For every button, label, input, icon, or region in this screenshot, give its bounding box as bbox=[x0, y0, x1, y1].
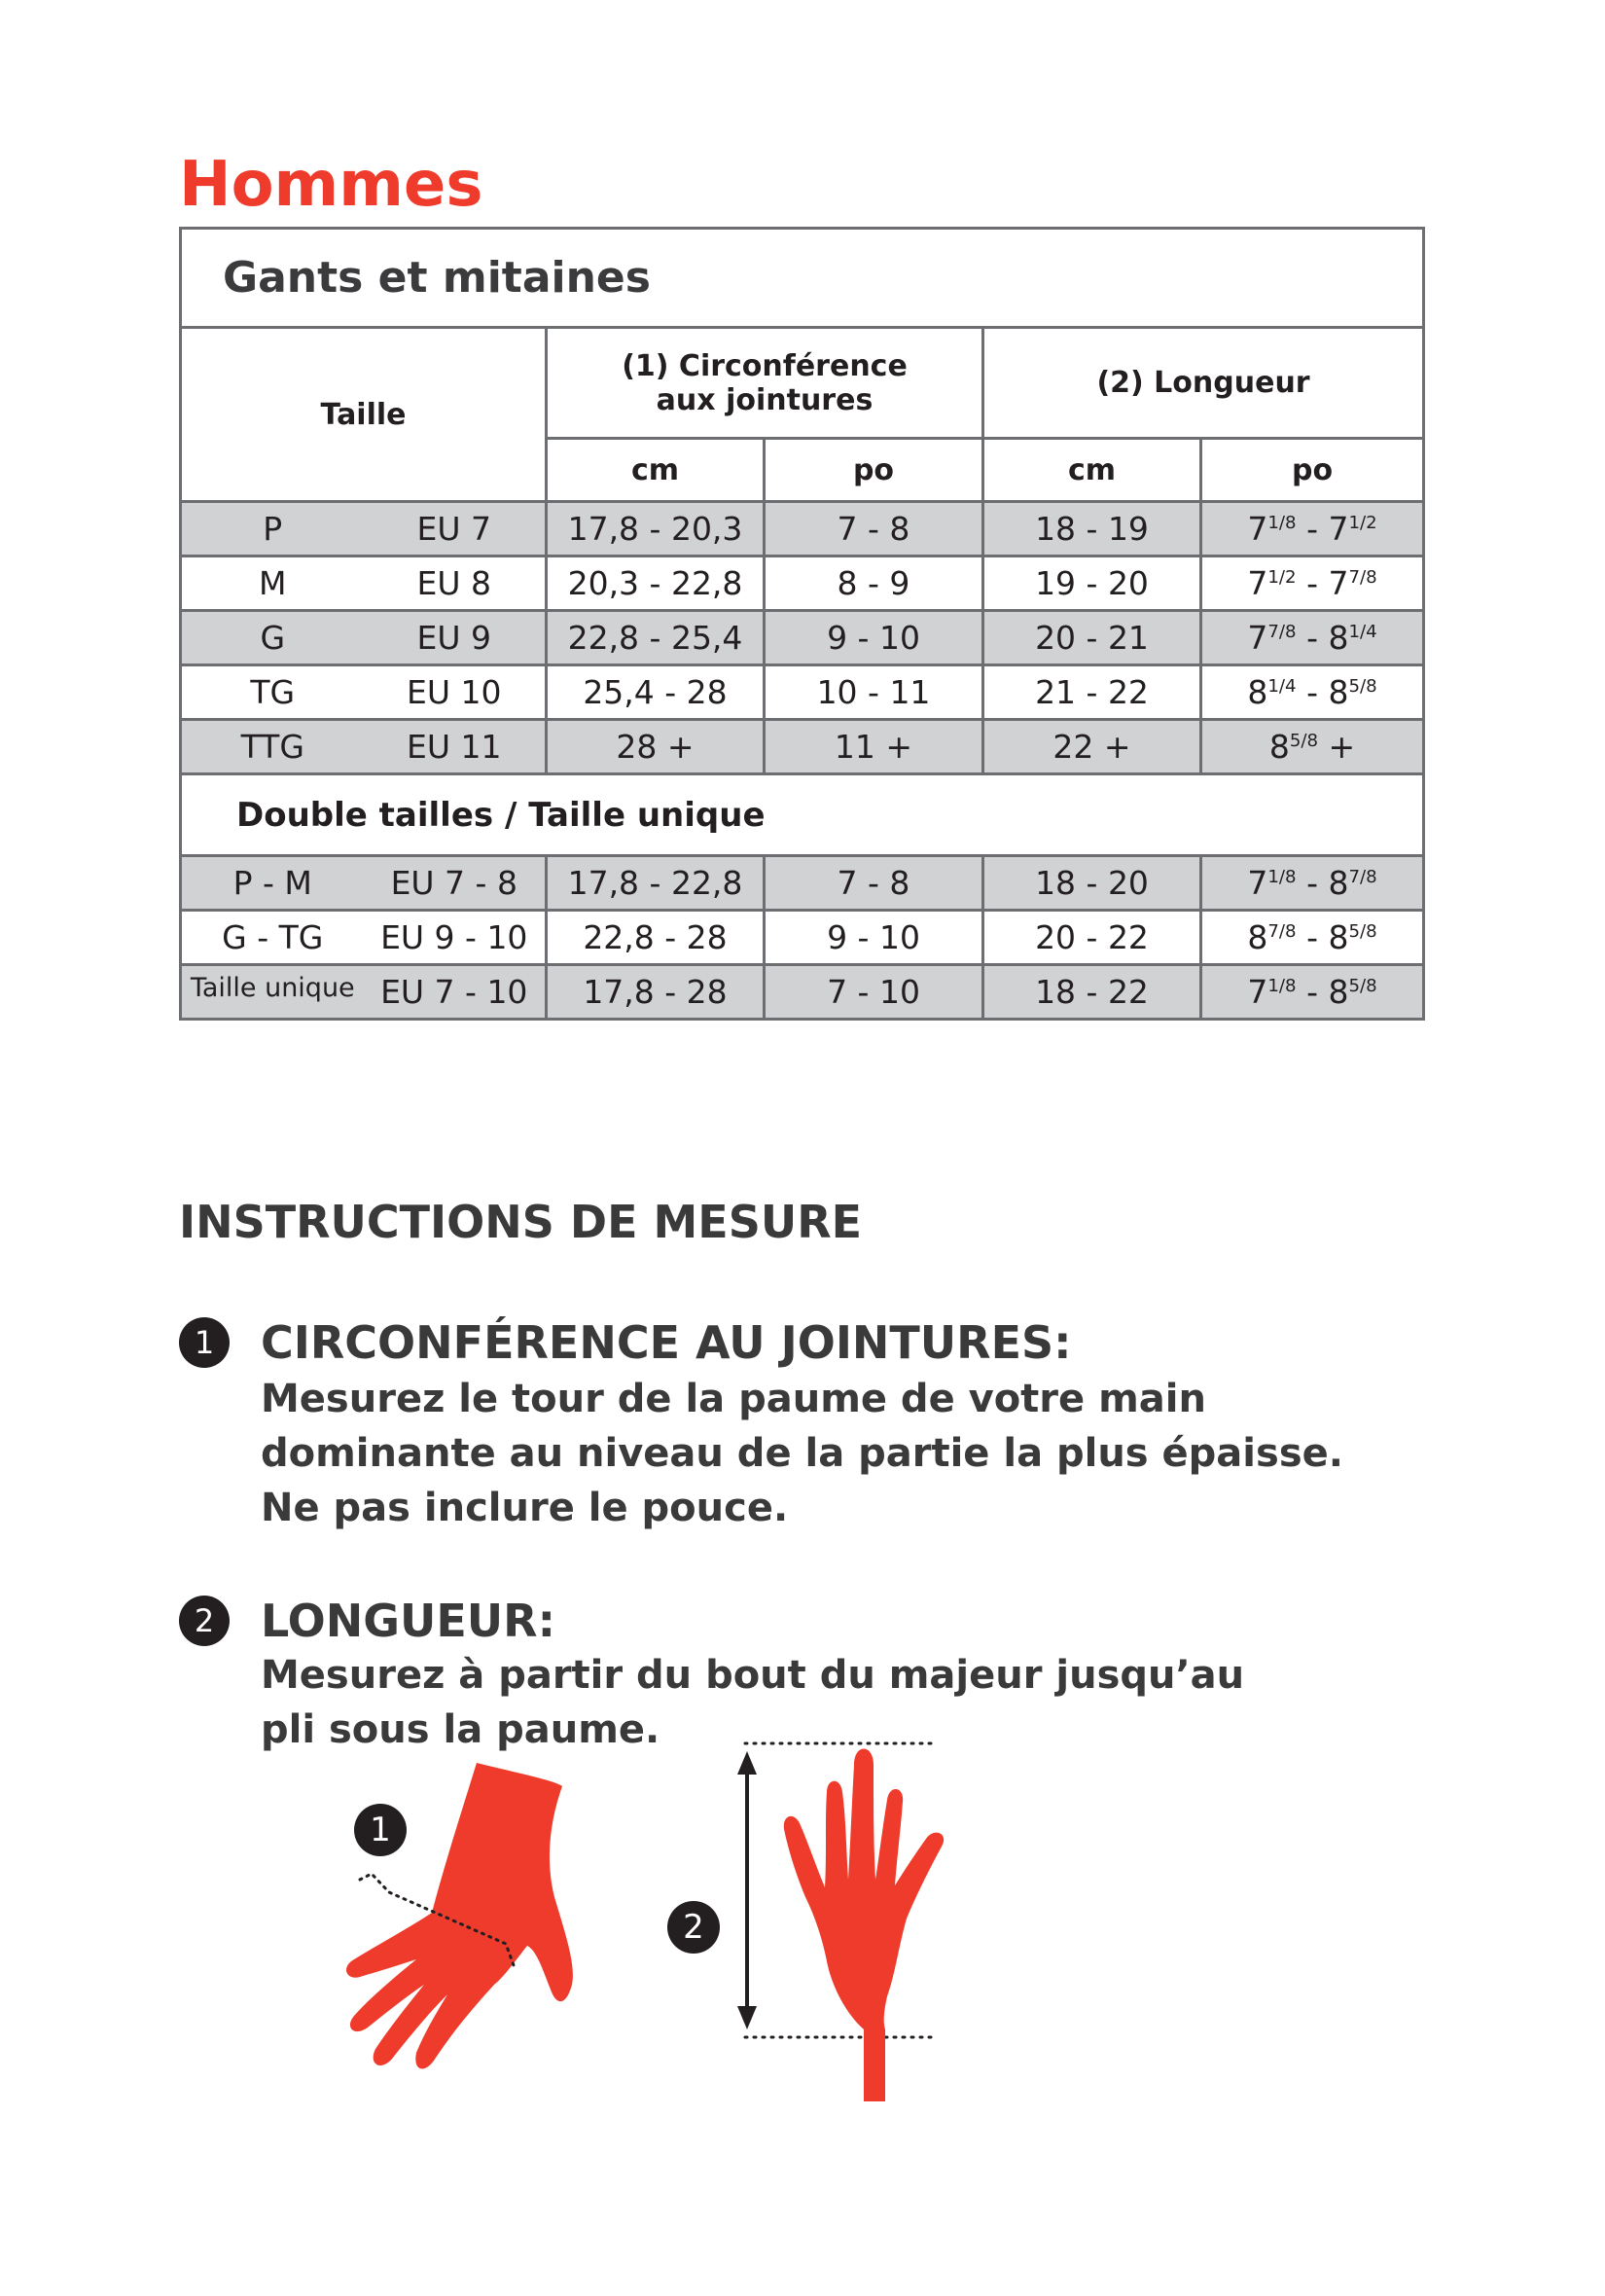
instructions-heading: INSTRUCTIONS DE MESURE bbox=[179, 1196, 863, 1248]
circ-cm-cell: 22,8 - 28 bbox=[547, 911, 765, 965]
size-cell bbox=[181, 556, 547, 611]
eu-size: EU 10 bbox=[407, 673, 502, 711]
table-row bbox=[181, 720, 1424, 774]
circ-cm-cell: 17,8 - 28 bbox=[547, 965, 765, 1020]
circumference-illustration bbox=[311, 1751, 603, 2092]
size-cell bbox=[181, 502, 547, 556]
len-po-cell: $7^{1/2} - 7^{7/8}$ bbox=[1201, 556, 1424, 611]
circ-cm-cell: 25,4 - 28 bbox=[547, 665, 765, 720]
len-cm-cell: 22 + bbox=[983, 720, 1201, 774]
circ-po-cell: 9 - 10 bbox=[765, 911, 983, 965]
step-1-line: Ne pas inclure le pouce. bbox=[261, 1486, 789, 1530]
step-2-line: Mesurez à partir du bout du majeur jusqu’au bbox=[261, 1653, 1245, 1698]
len-po-cell: $7^{1/8} - 7^{1/2}$ bbox=[1201, 502, 1424, 556]
circ-po-cell: 7 - 8 bbox=[765, 502, 983, 556]
size-rows bbox=[181, 502, 1424, 774]
len-cm-cell: 18 - 22 bbox=[983, 965, 1201, 1020]
size-label: G bbox=[260, 619, 286, 657]
size-cell bbox=[181, 856, 547, 911]
step-1-line: dominante au niveau de la partie la plus épaisse. bbox=[261, 1431, 1343, 1476]
len-po-cell: $8^{7/8} - 8^{5/8}$ bbox=[1201, 911, 1424, 965]
len-po-cell: $8^{1/4} - 8^{5/8}$ bbox=[1201, 665, 1424, 720]
size-label: G - TG bbox=[222, 918, 324, 956]
hand-icon bbox=[346, 1763, 573, 2068]
size-column-header: Taille bbox=[181, 328, 547, 502]
step-2-line: pli sous la paume. bbox=[261, 1707, 660, 1752]
circumference-header: (1) Circonférence aux jointures bbox=[547, 328, 983, 439]
eu-size: EU 11 bbox=[407, 728, 502, 766]
len-cm-cell: 19 - 20 bbox=[983, 556, 1201, 611]
circ-po-cell: 10 - 11 bbox=[765, 665, 983, 720]
eu-size: EU 7 bbox=[416, 510, 491, 548]
unit-header-cm: cm bbox=[547, 439, 765, 502]
circ-po-cell: 9 - 10 bbox=[765, 611, 983, 665]
circ-cm-cell: 17,8 - 20,3 bbox=[547, 502, 765, 556]
size-label: TTG bbox=[240, 728, 304, 766]
eu-size: EU 7 - 10 bbox=[380, 973, 528, 1011]
size-label: M bbox=[259, 564, 287, 602]
illustration-label-2: 2 bbox=[667, 1901, 720, 1954]
circ-cm-cell: 28 + bbox=[547, 720, 765, 774]
len-po-cell: $7^{1/8} - 8^{5/8}$ bbox=[1201, 965, 1424, 1020]
circ-po-cell: 7 - 10 bbox=[765, 965, 983, 1020]
len-cm-cell: 20 - 22 bbox=[983, 911, 1201, 965]
page-title: Hommes bbox=[179, 149, 483, 221]
len-po-cell: $7^{7/8} - 8^{1/4}$ bbox=[1201, 611, 1424, 665]
eu-size: EU 9 bbox=[416, 619, 491, 657]
circ-po-cell: 7 - 8 bbox=[765, 856, 983, 911]
step-number-badge: 1 bbox=[179, 1317, 230, 1368]
circ-cm-cell: 17,8 - 22,8 bbox=[547, 856, 765, 911]
illustration-label-1: 1 bbox=[354, 1804, 407, 1856]
size-cell bbox=[181, 720, 547, 774]
table-row bbox=[181, 965, 1424, 1020]
table-row bbox=[181, 611, 1424, 665]
size-label: TG bbox=[250, 673, 296, 711]
table-row bbox=[181, 502, 1424, 556]
len-cm-cell: 18 - 19 bbox=[983, 502, 1201, 556]
size-cell bbox=[181, 911, 547, 965]
length-illustration bbox=[661, 1732, 1089, 2111]
length-header: (2) Longueur bbox=[983, 328, 1424, 439]
eu-size: EU 8 bbox=[416, 564, 491, 602]
step-number-badge: 2 bbox=[179, 1596, 230, 1646]
len-cm-cell: 21 - 22 bbox=[983, 665, 1201, 720]
unit-header-po: po bbox=[1201, 439, 1424, 502]
unit-header-po: po bbox=[765, 439, 983, 502]
table-row bbox=[181, 665, 1424, 720]
size-label: P bbox=[263, 510, 283, 548]
len-cm-cell: 20 - 21 bbox=[983, 611, 1201, 665]
table-section-title: Gants et mitaines bbox=[181, 229, 1424, 328]
size-table bbox=[179, 227, 1425, 1021]
circ-cm-cell: 20,3 - 22,8 bbox=[547, 556, 765, 611]
len-cm-cell: 18 - 20 bbox=[983, 856, 1201, 911]
palm-icon bbox=[784, 1749, 944, 2102]
table-section2-title: Double tailles / Taille unique bbox=[181, 774, 1424, 856]
step-2-title: LONGUEUR: bbox=[261, 1595, 555, 1647]
circ-po-cell: 11 + bbox=[765, 720, 983, 774]
table-row bbox=[181, 556, 1424, 611]
eu-size: EU 9 - 10 bbox=[380, 918, 528, 956]
len-po-cell: $8^{5/8}$ + bbox=[1201, 720, 1424, 774]
step-1-title: CIRCONFÉRENCE AU JOINTURES: bbox=[261, 1316, 1072, 1369]
table-row bbox=[181, 856, 1424, 911]
step-1-line: Mesurez le tour de la paume de votre main bbox=[261, 1377, 1206, 1421]
table-row bbox=[181, 911, 1424, 965]
size-label: P - M bbox=[232, 864, 312, 902]
size-cell bbox=[181, 965, 547, 1020]
dual-size-rows bbox=[181, 856, 1424, 1020]
circ-po-cell: 8 - 9 bbox=[765, 556, 983, 611]
size-label: Taille unique bbox=[190, 973, 355, 1003]
circ-cm-cell: 22,8 - 25,4 bbox=[547, 611, 765, 665]
size-cell bbox=[181, 665, 547, 720]
len-po-cell: $7^{1/8} - 8^{7/8}$ bbox=[1201, 856, 1424, 911]
eu-size: EU 7 - 8 bbox=[390, 864, 517, 902]
unit-header-cm: cm bbox=[983, 439, 1201, 502]
size-cell bbox=[181, 611, 547, 665]
